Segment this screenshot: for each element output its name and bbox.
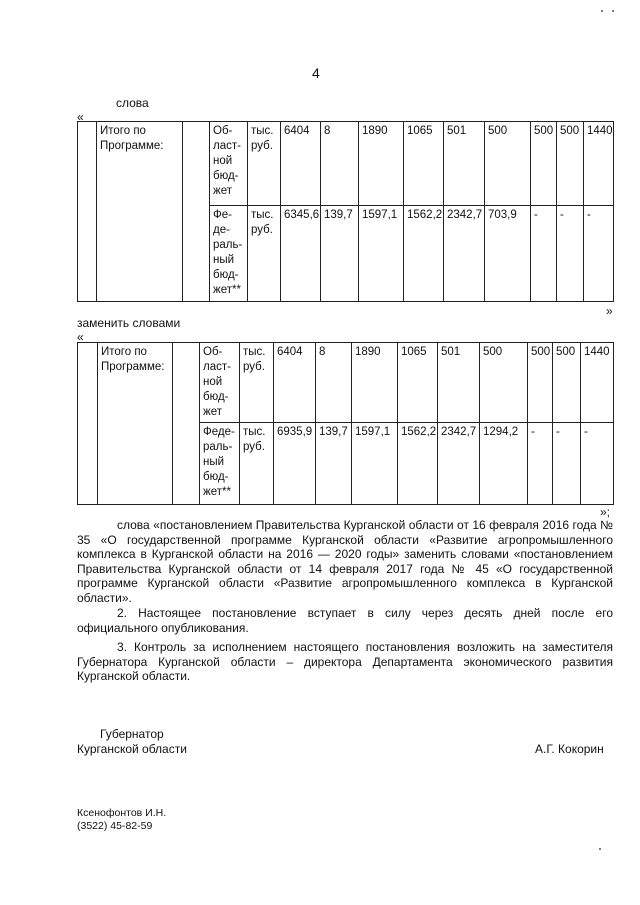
signature-name: А.Г. Кокорин <box>535 742 604 756</box>
value-cell: - <box>553 423 581 505</box>
open-quote-1: « <box>77 110 84 124</box>
value-cell: - <box>581 423 614 505</box>
page-number: 4 <box>312 65 320 81</box>
paragraph-effective-date: 2. Настоящее постановление вступает в силу через десять дней после его официального опубликования. <box>77 606 613 635</box>
table-cell <box>78 343 98 505</box>
unit-cell: тыс. руб. <box>248 206 281 302</box>
label-words: слова <box>116 96 149 110</box>
value-cell: 500 <box>528 343 553 423</box>
signature-title-line1: Губернатор <box>100 727 164 741</box>
value-cell: - <box>531 206 557 302</box>
close-quote-semicolon: »; <box>600 505 611 519</box>
value-cell: - <box>528 423 553 505</box>
value-cell: - <box>557 206 584 302</box>
value-cell: 1597,1 <box>352 423 398 505</box>
total-label-cell: Итого по Программе: <box>97 122 183 302</box>
value-cell: 139,7 <box>321 206 359 302</box>
value-cell: - <box>584 206 614 302</box>
budget-source-cell: Феде-раль-ный бюд-жет** <box>200 423 240 505</box>
table-cell <box>183 122 210 302</box>
value-cell: 1440 <box>584 122 614 206</box>
budget-source-cell: Об-ласт-ной бюд-жет <box>210 122 248 206</box>
value-cell: 501 <box>438 343 480 423</box>
budget-source-cell: Об-ласт-ной бюд-жет <box>200 343 240 423</box>
unit-cell: тыс. руб. <box>240 343 274 423</box>
value-cell: 1890 <box>359 122 404 206</box>
total-label-cell: Итого по Программе: <box>98 343 173 505</box>
executor-name: Ксенофонтов И.Н. <box>77 807 167 819</box>
value-cell: 2342,7 <box>438 423 480 505</box>
value-cell: 1597,1 <box>359 206 404 302</box>
value-cell: 500 <box>480 343 528 423</box>
value-cell: 6345,6 <box>281 206 321 302</box>
value-cell: 8 <box>321 122 359 206</box>
value-cell: 501 <box>444 122 485 206</box>
paragraph-control: 3. Контроль за исполнением настоящего постановления возложить на заместителя Губернатора Курганской области – директора Департамента экономического развития Курганской области. <box>77 640 613 684</box>
close-quote-1: » <box>606 304 613 318</box>
value-cell: 1562,2 <box>404 206 444 302</box>
value-cell: 139,7 <box>316 423 352 505</box>
value-cell: 1890 <box>352 343 398 423</box>
value-cell: 703,9 <box>485 206 531 302</box>
budget-table-original <box>77 121 614 302</box>
scan-speck <box>601 10 603 12</box>
paragraph-amendment: слова «постановлением Правительства Курганской области от 16 февраля 2016 года № 35 «О государственной программе Курганской области «Развитие агропромышленного комплекса в Курганской области на 2016 — 2020 годы» заменить словами «постановлением Правительства Курганской области от 14 февраля 2017 года № 45 «О государственной программе Курганской области «Развитие агропромышленного комплекса в Курганской области». <box>77 518 613 605</box>
value-cell: 1440 <box>581 343 614 423</box>
executor-phone: (3522) 45-82-59 <box>77 820 153 832</box>
value-cell: 1294,2 <box>480 423 528 505</box>
table-cell <box>173 343 200 505</box>
value-cell: 500 <box>485 122 531 206</box>
value-cell: 1562,2 <box>398 423 438 505</box>
value-cell: 500 <box>557 122 584 206</box>
scan-speck <box>599 848 601 850</box>
open-quote-2: « <box>77 330 84 344</box>
scan-speck <box>612 10 614 12</box>
value-cell: 8 <box>316 343 352 423</box>
unit-cell: тыс. руб. <box>240 423 274 505</box>
budget-source-cell: Фе-де-раль-ный бюд-жет** <box>210 206 248 302</box>
table-row <box>78 122 614 206</box>
value-cell: 1065 <box>404 122 444 206</box>
value-cell: 500 <box>531 122 557 206</box>
table-row <box>78 343 614 423</box>
value-cell: 2342,7 <box>444 206 485 302</box>
value-cell: 6404 <box>274 343 316 423</box>
signature-title-line2: Курганской области <box>77 742 187 756</box>
value-cell: 1065 <box>398 343 438 423</box>
budget-table-new <box>77 342 614 505</box>
label-replace: заменить словами <box>77 316 181 330</box>
value-cell: 6404 <box>281 122 321 206</box>
table-cell <box>78 122 97 302</box>
value-cell: 6935,9 <box>274 423 316 505</box>
value-cell: 500 <box>553 343 581 423</box>
unit-cell: тыс. руб. <box>248 122 281 206</box>
